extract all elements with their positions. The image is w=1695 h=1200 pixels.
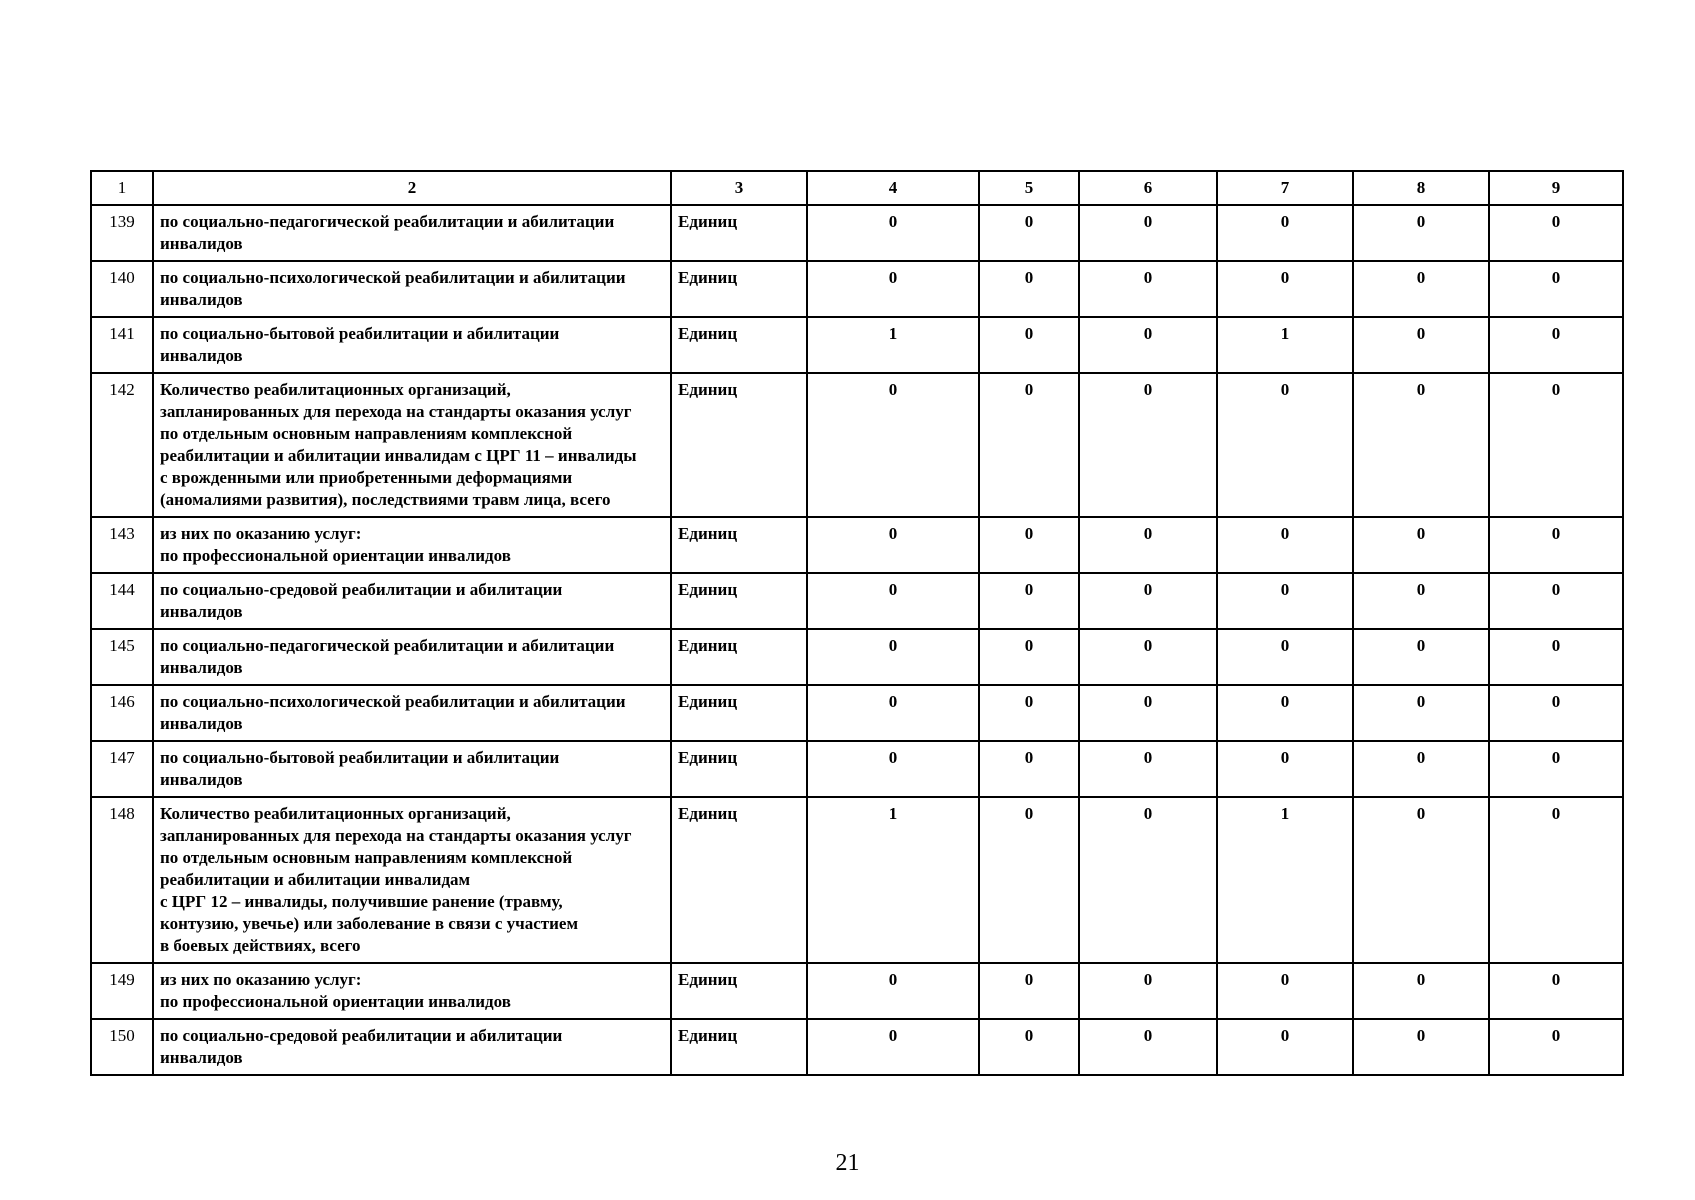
row-number: 147 (91, 741, 153, 797)
value-cell-col-9: 0 (1489, 741, 1623, 797)
row-unit: Единиц (671, 685, 807, 741)
description-line: из них по оказанию услуг: (160, 970, 362, 989)
description-line: реабилитации и абилитации инвалидам с ЦРГ 11 – инвалиды (160, 446, 637, 465)
value-cell-col-6: 0 (1079, 963, 1217, 1019)
table-row (91, 685, 1623, 741)
description-line: инвалидов (160, 658, 243, 677)
row-number: 148 (91, 797, 153, 963)
value-cell-col-5: 0 (979, 517, 1079, 573)
row-description (153, 741, 671, 797)
value-cell-col-9: 0 (1489, 205, 1623, 261)
row-unit: Единиц (671, 517, 807, 573)
row-number: 146 (91, 685, 153, 741)
column-header-1: 1 (91, 171, 153, 205)
value-cell-col-4: 0 (807, 685, 979, 741)
value-cell-col-9: 0 (1489, 963, 1623, 1019)
description-line: инвалидов (160, 714, 243, 733)
value-cell-col-4: 0 (807, 629, 979, 685)
description-line: по социально-педагогической реабилитации и абилитации (160, 212, 615, 231)
report-table-container (90, 170, 1622, 1076)
value-cell-col-5: 0 (979, 685, 1079, 741)
value-cell-col-6: 0 (1079, 573, 1217, 629)
row-unit: Единиц (671, 373, 807, 517)
row-unit: Единиц (671, 317, 807, 373)
description-line: по профессиональной ориентации инвалидов (160, 546, 511, 565)
value-cell-col-6: 0 (1079, 261, 1217, 317)
row-number: 144 (91, 573, 153, 629)
row-description (153, 573, 671, 629)
value-cell-col-4: 0 (807, 741, 979, 797)
row-description (153, 317, 671, 373)
description-line: по социально-психологической реабилитации и абилитации (160, 268, 626, 287)
description-line: по социально-средовой реабилитации и абилитации (160, 1026, 563, 1045)
description-line: запланированных для перехода на стандарты оказания услуг (160, 826, 632, 845)
description-line: из них по оказанию услуг: (160, 524, 362, 543)
value-cell-col-8: 0 (1353, 373, 1489, 517)
column-header-5: 5 (979, 171, 1079, 205)
description-line: инвалидов (160, 234, 243, 253)
value-cell-col-4: 0 (807, 1019, 979, 1075)
description-line: по социально-бытовой реабилитации и абилитации (160, 324, 560, 343)
value-cell-col-9: 0 (1489, 685, 1623, 741)
description-line: по социально-педагогической реабилитации и абилитации (160, 636, 615, 655)
table-row (91, 797, 1623, 963)
value-cell-col-5: 0 (979, 629, 1079, 685)
description-line: по социально-бытовой реабилитации и абилитации (160, 748, 560, 767)
row-number: 145 (91, 629, 153, 685)
description-line: по отдельным основным направлениям комплексной (160, 424, 573, 443)
row-unit: Единиц (671, 1019, 807, 1075)
row-description (153, 629, 671, 685)
value-cell-col-9: 0 (1489, 261, 1623, 317)
page-number: 21 (835, 1150, 860, 1176)
table-row (91, 629, 1623, 685)
description-line: инвалидов (160, 770, 243, 789)
row-unit: Единиц (671, 797, 807, 963)
column-header-2: 2 (153, 171, 671, 205)
row-unit: Единиц (671, 261, 807, 317)
value-cell-col-7: 1 (1217, 317, 1353, 373)
value-cell-col-4: 1 (807, 797, 979, 963)
value-cell-col-4: 0 (807, 373, 979, 517)
table-row (91, 741, 1623, 797)
value-cell-col-5: 0 (979, 373, 1079, 517)
value-cell-col-8: 0 (1353, 629, 1489, 685)
row-description (153, 373, 671, 517)
description-line: Количество реабилитационных организаций, (160, 804, 511, 823)
description-line: в боевых действиях, всего (160, 936, 361, 955)
row-unit: Единиц (671, 963, 807, 1019)
value-cell-col-4: 0 (807, 963, 979, 1019)
value-cell-col-7: 0 (1217, 741, 1353, 797)
description-line: с ЦРГ 12 – инвалиды, получившие ранение (травму, (160, 892, 563, 911)
value-cell-col-9: 0 (1489, 317, 1623, 373)
value-cell-col-8: 0 (1353, 1019, 1489, 1075)
row-number: 143 (91, 517, 153, 573)
description-line: инвалидов (160, 602, 243, 621)
description-line: по социально-средовой реабилитации и абилитации (160, 580, 563, 599)
value-cell-col-6: 0 (1079, 629, 1217, 685)
value-cell-col-8: 0 (1353, 573, 1489, 629)
row-number: 141 (91, 317, 153, 373)
value-cell-col-5: 0 (979, 797, 1079, 963)
row-number: 149 (91, 963, 153, 1019)
report-table (90, 170, 1624, 1076)
value-cell-col-4: 0 (807, 573, 979, 629)
value-cell-col-7: 0 (1217, 517, 1353, 573)
value-cell-col-8: 0 (1353, 797, 1489, 963)
column-header-4: 4 (807, 171, 979, 205)
row-description (153, 963, 671, 1019)
value-cell-col-9: 0 (1489, 629, 1623, 685)
value-cell-col-9: 0 (1489, 797, 1623, 963)
value-cell-col-8: 0 (1353, 741, 1489, 797)
value-cell-col-8: 0 (1353, 963, 1489, 1019)
value-cell-col-6: 0 (1079, 517, 1217, 573)
table-row (91, 261, 1623, 317)
value-cell-col-4: 1 (807, 317, 979, 373)
row-number: 150 (91, 1019, 153, 1075)
row-unit: Единиц (671, 629, 807, 685)
table-row (91, 517, 1623, 573)
value-cell-col-6: 0 (1079, 317, 1217, 373)
table-row (91, 573, 1623, 629)
value-cell-col-8: 0 (1353, 317, 1489, 373)
table-row (91, 373, 1623, 517)
row-unit: Единиц (671, 573, 807, 629)
description-line: запланированных для перехода на стандарты оказания услуг (160, 402, 632, 421)
value-cell-col-6: 0 (1079, 373, 1217, 517)
description-line: с врожденными или приобретенными деформациями (160, 468, 573, 487)
description-line: по отдельным основным направлениям комплексной (160, 848, 573, 867)
value-cell-col-7: 0 (1217, 261, 1353, 317)
row-description (153, 685, 671, 741)
value-cell-col-5: 0 (979, 317, 1079, 373)
description-line: по профессиональной ориентации инвалидов (160, 992, 511, 1011)
table-row (91, 963, 1623, 1019)
row-description (153, 1019, 671, 1075)
table-header-row (91, 171, 1623, 205)
description-line: реабилитации и абилитации инвалидам (160, 870, 471, 889)
column-header-3: 3 (671, 171, 807, 205)
column-header-8: 8 (1353, 171, 1489, 205)
table-row (91, 205, 1623, 261)
value-cell-col-5: 0 (979, 573, 1079, 629)
value-cell-col-7: 0 (1217, 685, 1353, 741)
row-number: 140 (91, 261, 153, 317)
value-cell-col-8: 0 (1353, 517, 1489, 573)
value-cell-col-8: 0 (1353, 205, 1489, 261)
value-cell-col-6: 0 (1079, 1019, 1217, 1075)
value-cell-col-5: 0 (979, 261, 1079, 317)
value-cell-col-4: 0 (807, 517, 979, 573)
value-cell-col-6: 0 (1079, 685, 1217, 741)
description-line: Количество реабилитационных организаций, (160, 380, 511, 399)
value-cell-col-7: 0 (1217, 1019, 1353, 1075)
row-unit: Единиц (671, 741, 807, 797)
column-header-7: 7 (1217, 171, 1353, 205)
value-cell-col-9: 0 (1489, 1019, 1623, 1075)
value-cell-col-6: 0 (1079, 797, 1217, 963)
row-description (153, 205, 671, 261)
description-line: инвалидов (160, 346, 243, 365)
value-cell-col-9: 0 (1489, 373, 1623, 517)
row-description (153, 517, 671, 573)
row-description (153, 261, 671, 317)
value-cell-col-5: 0 (979, 741, 1079, 797)
column-header-9: 9 (1489, 171, 1623, 205)
row-number: 142 (91, 373, 153, 517)
description-line: инвалидов (160, 1048, 243, 1067)
value-cell-col-7: 0 (1217, 205, 1353, 261)
description-line: (аномалиями развития), последствиями травм лица, всего (160, 490, 611, 509)
value-cell-col-4: 0 (807, 261, 979, 317)
value-cell-col-9: 0 (1489, 573, 1623, 629)
value-cell-col-5: 0 (979, 963, 1079, 1019)
value-cell-col-6: 0 (1079, 741, 1217, 797)
value-cell-col-7: 0 (1217, 573, 1353, 629)
table-row (91, 1019, 1623, 1075)
value-cell-col-8: 0 (1353, 685, 1489, 741)
table-body (91, 205, 1623, 1075)
value-cell-col-7: 1 (1217, 797, 1353, 963)
value-cell-col-5: 0 (979, 205, 1079, 261)
row-number: 139 (91, 205, 153, 261)
value-cell-col-9: 0 (1489, 517, 1623, 573)
value-cell-col-7: 0 (1217, 963, 1353, 1019)
description-line: по социально-психологической реабилитации и абилитации (160, 692, 626, 711)
description-line: контузию, увечье) или заболевание в связи с участием (160, 914, 579, 933)
value-cell-col-7: 0 (1217, 629, 1353, 685)
column-header-6: 6 (1079, 171, 1217, 205)
row-description (153, 797, 671, 963)
value-cell-col-5: 0 (979, 1019, 1079, 1075)
table-row (91, 317, 1623, 373)
description-line: инвалидов (160, 290, 243, 309)
value-cell-col-8: 0 (1353, 261, 1489, 317)
row-unit: Единиц (671, 205, 807, 261)
value-cell-col-6: 0 (1079, 205, 1217, 261)
value-cell-col-4: 0 (807, 205, 979, 261)
value-cell-col-7: 0 (1217, 373, 1353, 517)
